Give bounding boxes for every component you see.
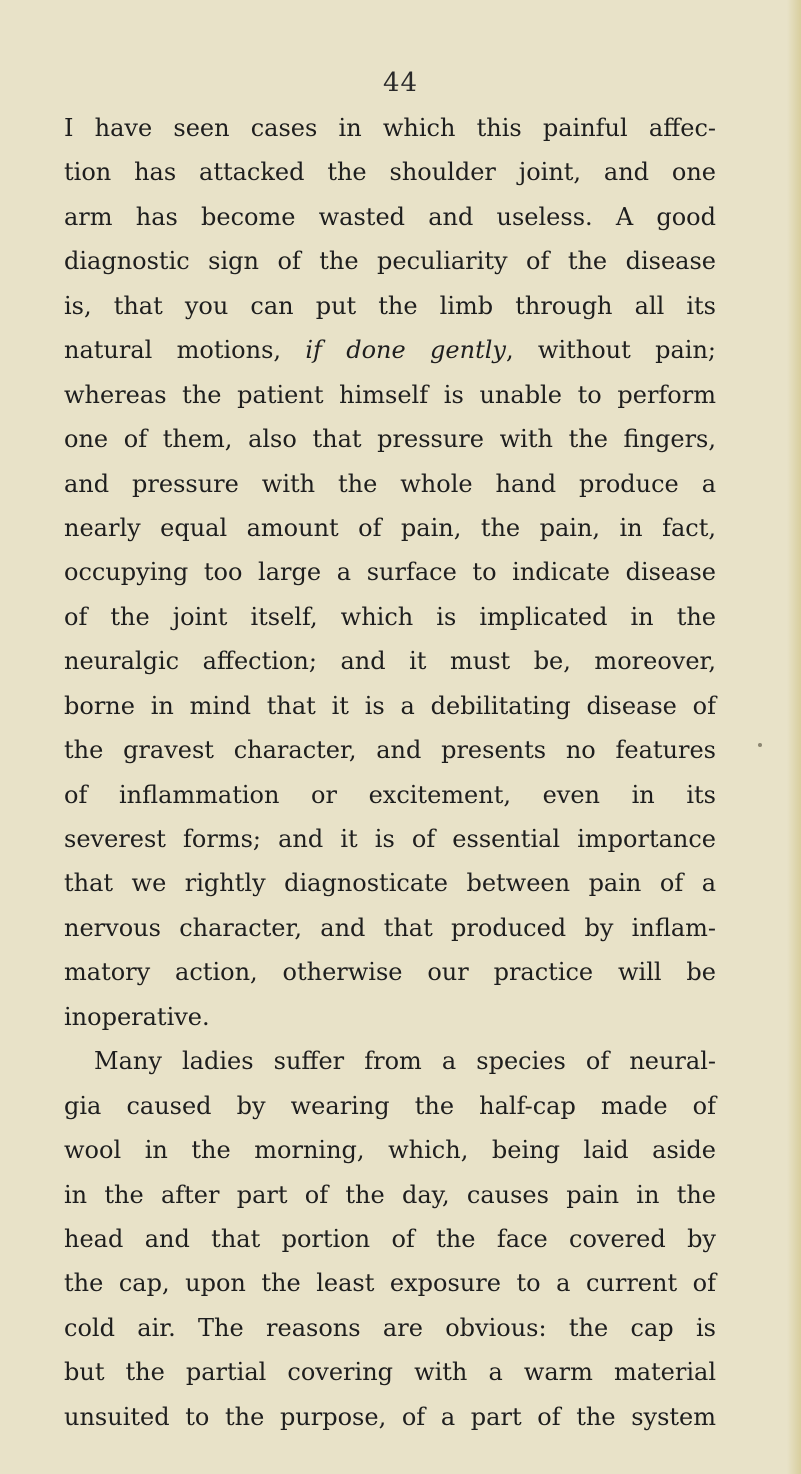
text-line: tion has attacked the shoulder joint, and one	[64, 158, 716, 187]
text-line: matory action, otherwise our practice will be	[64, 958, 716, 987]
text-line: I have seen cases in which this painful affec-	[64, 114, 716, 142]
text-line: borne in mind that it is a debilitating disease of	[64, 691, 716, 720]
text-line: Many ladies suffer from a species of neural-	[94, 1047, 716, 1076]
text-line: nervous character, and that produced by inflam-	[64, 913, 716, 942]
text-line: gia caused by wearing the half-cap made of	[64, 1091, 716, 1120]
text-line: and pressure with the whole hand produce a	[64, 469, 716, 498]
text-line: is, that you can put the limb through all its	[64, 291, 716, 320]
page-number: 44	[382, 68, 419, 98]
text-line: of inflammation or excitement, even in its	[64, 780, 716, 809]
text-line: the cap, upon the least exposure to a current of	[64, 1269, 716, 1298]
text-line: of the joint itself, which is implicated in the	[64, 602, 716, 631]
text-line: the gravest character, and presents no features	[64, 736, 716, 765]
text-line: natural motions, if done gently, without pain;	[64, 336, 716, 365]
text-line: that we rightly diagnosticate between pain of a	[64, 869, 716, 898]
text-line: inoperative.	[64, 1002, 210, 1031]
body-text	[64, 106, 716, 1439]
text-line: whereas the patient himself is unable to perform	[64, 380, 716, 409]
text-line: but the partial covering with a warm material	[64, 1358, 716, 1387]
text-line: head and that portion of the face covered by	[64, 1224, 716, 1253]
text-line: unsuited to the purpose, of a part of the system	[64, 1402, 716, 1431]
text-line: cold air. The reasons are obvious: the cap is	[64, 1313, 716, 1342]
text-line: diagnostic sign of the peculiarity of the disease	[64, 247, 716, 276]
text-line: arm has become wasted and useless. A good	[64, 202, 716, 231]
text-line: severest forms; and it is of essential importance	[64, 825, 716, 853]
text-line: wool in the morning, which, being laid aside	[64, 1136, 716, 1165]
text-line: in the after part of the day, causes pain in the	[64, 1180, 716, 1209]
page-edge-shadow	[787, 0, 801, 1474]
paper-speck	[758, 743, 762, 747]
text-line: nearly equal amount of pain, the pain, in fact,	[64, 513, 716, 542]
text-line: occupying too large a surface to indicate disease	[64, 558, 716, 587]
italic-phrase: if done gently	[305, 336, 506, 365]
text-line: neuralgic affection; and it must be, moreover,	[64, 647, 716, 676]
text-line: one of them, also that pressure with the fingers,	[64, 425, 716, 454]
